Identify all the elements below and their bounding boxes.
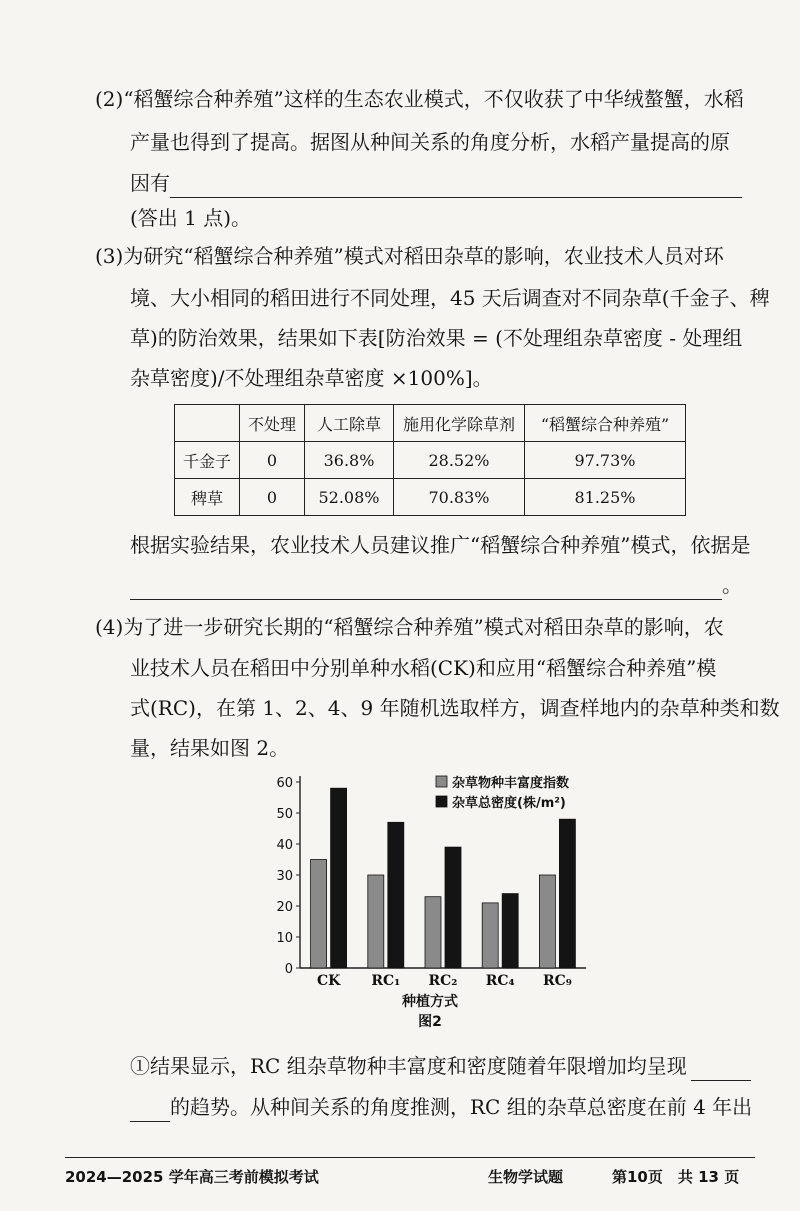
legend-swatch — [436, 796, 447, 807]
bar-density — [388, 822, 404, 968]
y-tick-label: 0 — [284, 962, 293, 977]
bar-richness — [425, 897, 441, 968]
figure-caption: 图2 — [418, 1014, 442, 1030]
table-cell: 千金子 — [175, 442, 240, 479]
table-row — [175, 479, 686, 516]
y-tick-label: 60 — [276, 776, 293, 791]
table-cell: 81.25% — [525, 479, 686, 516]
table-cell: 稗草 — [175, 479, 240, 516]
q4-line-3: 式(RC)，在第 1、2、4、9 年随机选取样方，调查样地内的杂草种类和数 — [130, 696, 780, 720]
table-cell: 0 — [240, 479, 305, 516]
q3-line-3: 草)的防治效果，结果如下表[防治效果 = (不处理组杂草密度 - 处理组 — [130, 326, 743, 350]
x-tick-label: RC₉ — [542, 973, 572, 989]
table-header-cell: 施用化学除草剂 — [394, 405, 525, 442]
q4-1-line-1-text: ①结果显示，RC 组杂草物种丰富度和密度随着年限增加均呈现 — [130, 1054, 687, 1078]
bar-density — [502, 894, 518, 968]
q2-line-3-text: 因有 — [130, 171, 170, 195]
q4-line-4: 量，结果如图 2。 — [130, 736, 290, 760]
q3-line-4: 杂草密度)/不处理组杂草密度 ×100%]。 — [130, 366, 493, 390]
bar-richness — [311, 860, 327, 969]
answer-blank[interactable] — [130, 1099, 170, 1122]
bar-density — [445, 847, 461, 968]
q3-line-1: (3)为研究“稻蟹综合种养殖”模式对稻田杂草的影响，农业技术人员对环 — [95, 244, 724, 268]
y-tick-label: 50 — [276, 807, 293, 822]
table-header-cell: 人工除草 — [305, 405, 394, 442]
table-cell: 97.73% — [525, 442, 686, 479]
table-header-cell — [175, 405, 240, 442]
table-header-cell: 不处理 — [240, 405, 305, 442]
legend-label: 杂草总密度(株/m²) — [452, 796, 566, 811]
bar-richness — [482, 903, 498, 968]
table-cell: 0 — [240, 442, 305, 479]
bar-density — [559, 819, 575, 968]
x-tick-label: RC₁ — [371, 973, 401, 989]
y-tick-label: 20 — [276, 900, 293, 915]
table-header-cell: “稻蟹综合种养殖” — [525, 405, 686, 442]
q2-line-1: (2)“稻蟹综合种养殖”这样的生态农业模式，不仅收获了中华绒螯蟹，水稻 — [95, 87, 744, 111]
q3-after-line-1: 根据实验结果，农业技术人员建议推广“稻蟹综合种养殖”模式，依据是 — [130, 533, 751, 557]
table-row — [175, 442, 686, 479]
table-cell: 52.08% — [305, 479, 394, 516]
q4-1-line-2 — [130, 1092, 752, 1122]
q2-line-3 — [130, 168, 742, 198]
answer-blank[interactable] — [170, 175, 742, 198]
q3-line-2: 境、大小相同的稻田进行不同处理，45 天后调查对不同杂草(千金子、稗 — [130, 286, 770, 310]
footer-exam-title: 2024—2025 学年高三考前模拟考试 — [65, 1168, 319, 1186]
q4-line-1: (4)为了进一步研究长期的“稻蟹综合种养殖”模式对稻田杂草的影响，农 — [95, 615, 724, 639]
q4-1-line-1 — [130, 1051, 751, 1081]
table-cell: 28.52% — [394, 442, 525, 479]
results-table — [174, 404, 686, 516]
legend-swatch — [436, 776, 447, 787]
y-tick-label: 40 — [276, 838, 293, 853]
y-tick-label: 10 — [276, 931, 293, 946]
table-cell: 36.8% — [305, 442, 394, 479]
footer-subject: 生物学试题 — [488, 1168, 564, 1186]
legend-label: 杂草物种丰富度指数 — [452, 776, 570, 791]
bar-richness — [368, 875, 384, 968]
bar-density — [331, 788, 347, 968]
q2-line-2: 产量也得到了提高。据图从种间关系的角度分析，水稻产量提高的原 — [130, 130, 730, 154]
q2-line-4: (答出 1 点)。 — [130, 206, 252, 230]
answer-blank[interactable] — [130, 577, 722, 600]
table-cell: 70.83% — [394, 479, 525, 516]
bar-chart-figure-2 — [260, 768, 590, 1040]
y-tick-label: 30 — [276, 869, 293, 884]
q3-after-end: 。 — [722, 573, 742, 597]
q3-after-line-2 — [130, 570, 742, 600]
x-axis-title: 种植方式 — [402, 994, 458, 1010]
footer-page-number: 第10页 共 13 页 — [612, 1168, 740, 1186]
x-tick-label: RC₄ — [485, 973, 515, 989]
q4-line-2: 业技术人员在稻田中分别单种水稻(CK)和应用“稻蟹综合种养殖”模 — [130, 656, 717, 680]
answer-blank[interactable] — [691, 1058, 751, 1081]
x-tick-label: RC₂ — [428, 973, 458, 989]
table-header-row — [175, 405, 686, 442]
q4-1-line-2-text: 的趋势。从种间关系的角度推测，RC 组的杂草总密度在前 4 年出 — [170, 1095, 753, 1119]
bar-richness — [539, 875, 555, 968]
x-tick-label: CK — [316, 973, 341, 989]
footer-divider — [65, 1157, 755, 1158]
